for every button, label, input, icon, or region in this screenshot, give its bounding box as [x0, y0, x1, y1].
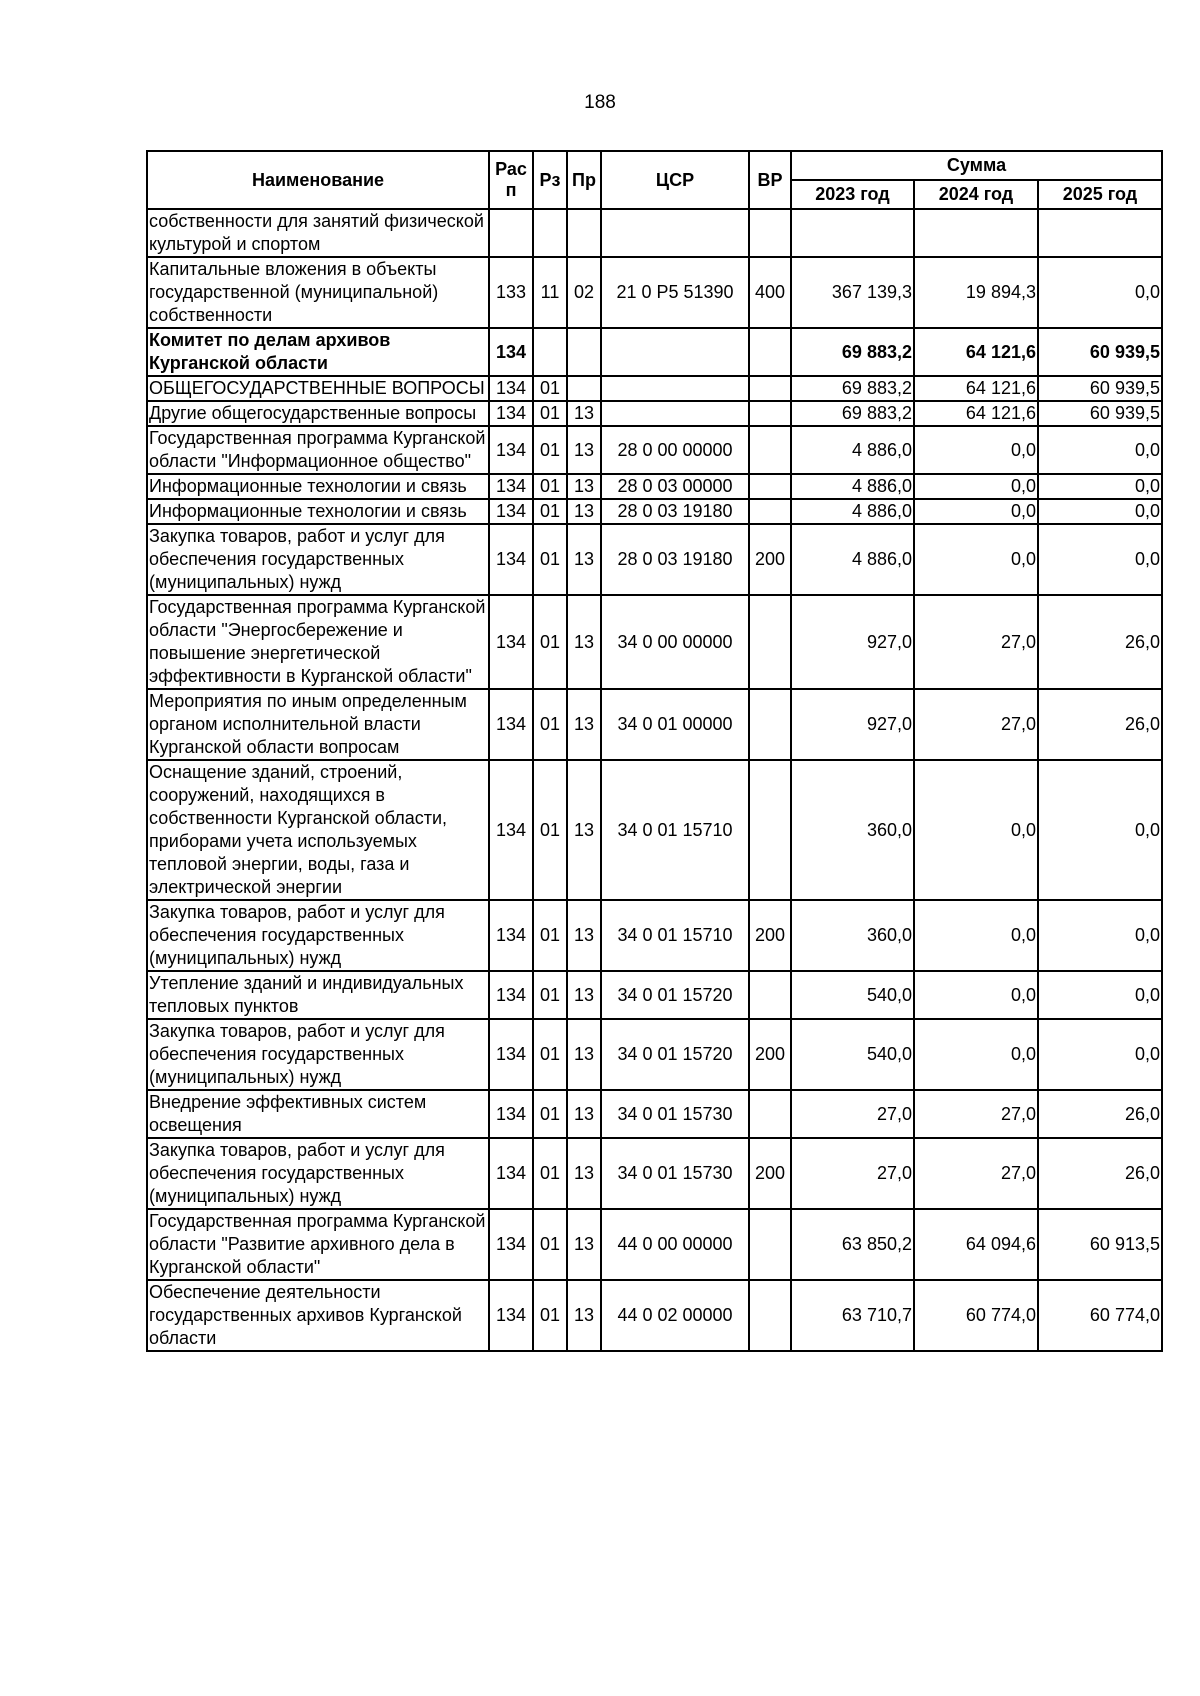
cell-pr: 13 [567, 900, 601, 971]
cell-pr: 13 [567, 1138, 601, 1209]
table-header-row [147, 151, 1162, 180]
cell-sum-2025: 0,0 [1038, 499, 1162, 524]
cell-rasp: 134 [489, 474, 533, 499]
cell-sum-2024: 60 774,0 [914, 1280, 1038, 1351]
cell-rz: 01 [533, 1138, 567, 1209]
cell-rz: 01 [533, 401, 567, 426]
cell-rz: 01 [533, 900, 567, 971]
cell-sum-2025: 0,0 [1038, 257, 1162, 328]
cell-rasp: 134 [489, 595, 533, 689]
cell-name: Информационные технологии и связь [147, 499, 489, 524]
cell-csr: 34 0 01 15730 [601, 1138, 749, 1209]
cell-vr [749, 209, 791, 257]
cell-vr [749, 595, 791, 689]
table-row [147, 1280, 1162, 1351]
cell-sum-2025: 0,0 [1038, 474, 1162, 499]
cell-sum-2023: 63 850,2 [791, 1209, 914, 1280]
cell-sum-2024: 64 094,6 [914, 1209, 1038, 1280]
cell-sum-2025: 26,0 [1038, 1090, 1162, 1138]
cell-vr [749, 376, 791, 401]
cell-csr [601, 401, 749, 426]
cell-csr: 34 0 01 00000 [601, 689, 749, 760]
cell-name: Государственная программа Курганской области "Информационное общество" [147, 426, 489, 474]
cell-sum-2025: 60 774,0 [1038, 1280, 1162, 1351]
table-body [147, 209, 1162, 1351]
cell-sum-2023: 69 883,2 [791, 328, 914, 376]
table-row [147, 524, 1162, 595]
header-vr: ВР [749, 151, 791, 209]
cell-rasp: 134 [489, 1280, 533, 1351]
cell-name: Закупка товаров, работ и услуг для обеспечения государственных (муниципальных) нужд [147, 524, 489, 595]
cell-sum-2024: 0,0 [914, 524, 1038, 595]
table-row [147, 971, 1162, 1019]
cell-sum-2024: 27,0 [914, 1090, 1038, 1138]
cell-csr [601, 376, 749, 401]
cell-sum-2024: 0,0 [914, 971, 1038, 1019]
cell-sum-2023: 4 886,0 [791, 426, 914, 474]
cell-rasp: 134 [489, 900, 533, 971]
cell-vr: 400 [749, 257, 791, 328]
cell-rasp: 134 [489, 971, 533, 1019]
cell-sum-2024: 27,0 [914, 595, 1038, 689]
cell-csr: 21 0 Р5 51390 [601, 257, 749, 328]
cell-csr: 28 0 00 00000 [601, 426, 749, 474]
cell-sum-2024: 27,0 [914, 689, 1038, 760]
cell-csr: 34 0 01 15720 [601, 1019, 749, 1090]
cell-rz: 01 [533, 971, 567, 1019]
cell-sum-2023: 27,0 [791, 1090, 914, 1138]
cell-vr [749, 328, 791, 376]
cell-rz: 01 [533, 1090, 567, 1138]
cell-sum-2023: 4 886,0 [791, 474, 914, 499]
header-name: Наименование [147, 151, 489, 209]
cell-sum-2023: 540,0 [791, 1019, 914, 1090]
cell-sum-2023: 367 139,3 [791, 257, 914, 328]
cell-rasp: 134 [489, 328, 533, 376]
header-csr: ЦСР [601, 151, 749, 209]
cell-rz: 01 [533, 1019, 567, 1090]
cell-rasp: 134 [489, 689, 533, 760]
table-row [147, 595, 1162, 689]
cell-csr: 34 0 00 00000 [601, 595, 749, 689]
cell-name: Утепление зданий и индивидуальных тепловых пунктов [147, 971, 489, 1019]
budget-table [146, 150, 1163, 1352]
cell-rz: 01 [533, 595, 567, 689]
cell-pr [567, 376, 601, 401]
cell-sum-2025: 0,0 [1038, 1019, 1162, 1090]
cell-name: собственности для занятий физической культурой и спортом [147, 209, 489, 257]
cell-pr: 13 [567, 689, 601, 760]
cell-rz: 01 [533, 474, 567, 499]
cell-rz: 01 [533, 499, 567, 524]
table-row [147, 426, 1162, 474]
cell-csr: 28 0 03 19180 [601, 499, 749, 524]
cell-vr: 200 [749, 1019, 791, 1090]
cell-pr: 02 [567, 257, 601, 328]
cell-pr: 13 [567, 524, 601, 595]
header-rz: Рз [533, 151, 567, 209]
cell-rz: 01 [533, 1209, 567, 1280]
cell-sum-2023: 360,0 [791, 900, 914, 971]
cell-name: Информационные технологии и связь [147, 474, 489, 499]
cell-name: Обеспечение деятельности государственных архивов Курганской области [147, 1280, 489, 1351]
cell-vr [749, 689, 791, 760]
cell-sum-2025: 60 913,5 [1038, 1209, 1162, 1280]
cell-vr: 200 [749, 524, 791, 595]
cell-name: Государственная программа Курганской области "Развитие архивного дела в Курганской области" [147, 1209, 489, 1280]
cell-vr [749, 474, 791, 499]
cell-pr: 13 [567, 1280, 601, 1351]
table-row [147, 1209, 1162, 1280]
cell-csr [601, 328, 749, 376]
cell-name: Комитет по делам архивов Курганской области [147, 328, 489, 376]
cell-sum-2023: 4 886,0 [791, 524, 914, 595]
cell-csr: 34 0 01 15710 [601, 900, 749, 971]
cell-name: Государственная программа Курганской области "Энергосбережение и повышение энергетической эффективности в Курганской области" [147, 595, 489, 689]
cell-sum-2025: 0,0 [1038, 524, 1162, 595]
cell-csr: 34 0 01 15730 [601, 1090, 749, 1138]
cell-sum-2023: 927,0 [791, 689, 914, 760]
table-row [147, 499, 1162, 524]
table-row [147, 257, 1162, 328]
cell-csr: 34 0 01 15720 [601, 971, 749, 1019]
cell-sum-2024: 27,0 [914, 1138, 1038, 1209]
cell-sum-2024: 19 894,3 [914, 257, 1038, 328]
cell-sum-2023: 540,0 [791, 971, 914, 1019]
header-rasp: Рас п [489, 151, 533, 209]
cell-sum-2023: 63 710,7 [791, 1280, 914, 1351]
table-row [147, 760, 1162, 900]
cell-rz: 01 [533, 1280, 567, 1351]
cell-pr: 13 [567, 760, 601, 900]
cell-sum-2025: 60 939,5 [1038, 328, 1162, 376]
cell-rasp: 134 [489, 401, 533, 426]
table-row [147, 1019, 1162, 1090]
cell-name: Внедрение эффективных систем освещения [147, 1090, 489, 1138]
cell-csr: 44 0 02 00000 [601, 1280, 749, 1351]
cell-rz: 01 [533, 760, 567, 900]
cell-name: Другие общегосударственные вопросы [147, 401, 489, 426]
cell-vr [749, 1209, 791, 1280]
cell-vr: 200 [749, 900, 791, 971]
table-row [147, 689, 1162, 760]
cell-rz: 11 [533, 257, 567, 328]
cell-csr: 44 0 00 00000 [601, 1209, 749, 1280]
cell-rasp: 134 [489, 499, 533, 524]
cell-sum-2025: 0,0 [1038, 900, 1162, 971]
cell-pr: 13 [567, 499, 601, 524]
cell-name: Оснащение зданий, строений, сооружений, находящихся в собственности Курганской области, приборами учета используемых тепловой энергии, воды, газа и электрической энергии [147, 760, 489, 900]
cell-sum-2023: 69 883,2 [791, 376, 914, 401]
cell-csr: 34 0 01 15710 [601, 760, 749, 900]
cell-name: Закупка товаров, работ и услуг для обеспечения государственных (муниципальных) нужд [147, 900, 489, 971]
cell-rasp: 134 [489, 1138, 533, 1209]
cell-vr [749, 1090, 791, 1138]
cell-rz: 01 [533, 426, 567, 474]
cell-vr [749, 971, 791, 1019]
table-row [147, 900, 1162, 971]
cell-sum-2025: 26,0 [1038, 689, 1162, 760]
cell-vr [749, 426, 791, 474]
cell-name: Закупка товаров, работ и услуг для обеспечения государственных (муниципальных) нужд [147, 1019, 489, 1090]
table-row [147, 1138, 1162, 1209]
cell-rasp [489, 209, 533, 257]
cell-pr: 13 [567, 971, 601, 1019]
cell-sum-2023 [791, 209, 914, 257]
cell-sum-2023: 69 883,2 [791, 401, 914, 426]
cell-sum-2024: 0,0 [914, 1019, 1038, 1090]
cell-name: Закупка товаров, работ и услуг для обеспечения государственных (муниципальных) нужд [147, 1138, 489, 1209]
cell-pr: 13 [567, 1209, 601, 1280]
cell-rasp: 134 [489, 1209, 533, 1280]
cell-sum-2023: 27,0 [791, 1138, 914, 1209]
cell-rz [533, 328, 567, 376]
header-year-2023: 2023 год [791, 180, 914, 209]
cell-sum-2024: 64 121,6 [914, 401, 1038, 426]
cell-sum-2024: 0,0 [914, 474, 1038, 499]
cell-rasp: 133 [489, 257, 533, 328]
cell-rz [533, 209, 567, 257]
cell-sum-2024: 0,0 [914, 426, 1038, 474]
cell-csr [601, 209, 749, 257]
cell-sum-2024: 64 121,6 [914, 376, 1038, 401]
cell-pr: 13 [567, 595, 601, 689]
cell-sum-2023: 360,0 [791, 760, 914, 900]
header-year-2025: 2025 год [1038, 180, 1162, 209]
cell-pr [567, 328, 601, 376]
cell-rasp: 134 [489, 1019, 533, 1090]
table-row [147, 328, 1162, 376]
cell-vr [749, 499, 791, 524]
page-number: 188 [584, 92, 616, 113]
cell-sum-2023: 927,0 [791, 595, 914, 689]
cell-pr: 13 [567, 401, 601, 426]
cell-rasp: 134 [489, 426, 533, 474]
cell-csr: 28 0 03 19180 [601, 524, 749, 595]
cell-sum-2025: 60 939,5 [1038, 376, 1162, 401]
table-row [147, 376, 1162, 401]
cell-pr: 13 [567, 474, 601, 499]
header-pr: Пр [567, 151, 601, 209]
cell-pr: 13 [567, 426, 601, 474]
cell-sum-2024: 0,0 [914, 900, 1038, 971]
cell-sum-2025: 60 939,5 [1038, 401, 1162, 426]
table-row [147, 209, 1162, 257]
cell-sum-2024: 0,0 [914, 760, 1038, 900]
cell-sum-2023: 4 886,0 [791, 499, 914, 524]
cell-sum-2025: 26,0 [1038, 1138, 1162, 1209]
cell-sum-2025: 0,0 [1038, 426, 1162, 474]
table-row [147, 1090, 1162, 1138]
cell-sum-2025: 0,0 [1038, 760, 1162, 900]
cell-name: Мероприятия по иным определенным органом исполнительной власти Курганской области вопросам [147, 689, 489, 760]
table-row [147, 401, 1162, 426]
table-row [147, 474, 1162, 499]
cell-rasp: 134 [489, 1090, 533, 1138]
cell-sum-2024 [914, 209, 1038, 257]
cell-vr [749, 401, 791, 426]
cell-vr [749, 760, 791, 900]
cell-pr [567, 209, 601, 257]
cell-sum-2025: 26,0 [1038, 595, 1162, 689]
cell-rz: 01 [533, 376, 567, 401]
cell-rz: 01 [533, 524, 567, 595]
cell-rz: 01 [533, 689, 567, 760]
cell-sum-2025: 0,0 [1038, 971, 1162, 1019]
cell-sum-2024: 0,0 [914, 499, 1038, 524]
cell-rasp: 134 [489, 376, 533, 401]
cell-csr: 28 0 03 00000 [601, 474, 749, 499]
cell-rasp: 134 [489, 760, 533, 900]
cell-vr: 200 [749, 1138, 791, 1209]
cell-pr: 13 [567, 1090, 601, 1138]
header-sum: Сумма [791, 151, 1162, 180]
cell-pr: 13 [567, 1019, 601, 1090]
cell-rasp: 134 [489, 524, 533, 595]
cell-sum-2025 [1038, 209, 1162, 257]
cell-sum-2024: 64 121,6 [914, 328, 1038, 376]
cell-vr [749, 1280, 791, 1351]
cell-name: ОБЩЕГОСУДАРСТВЕННЫЕ ВОПРОСЫ [147, 376, 489, 401]
cell-name: Капитальные вложения в объекты государственной (муниципальной) собственности [147, 257, 489, 328]
header-year-2024: 2024 год [914, 180, 1038, 209]
